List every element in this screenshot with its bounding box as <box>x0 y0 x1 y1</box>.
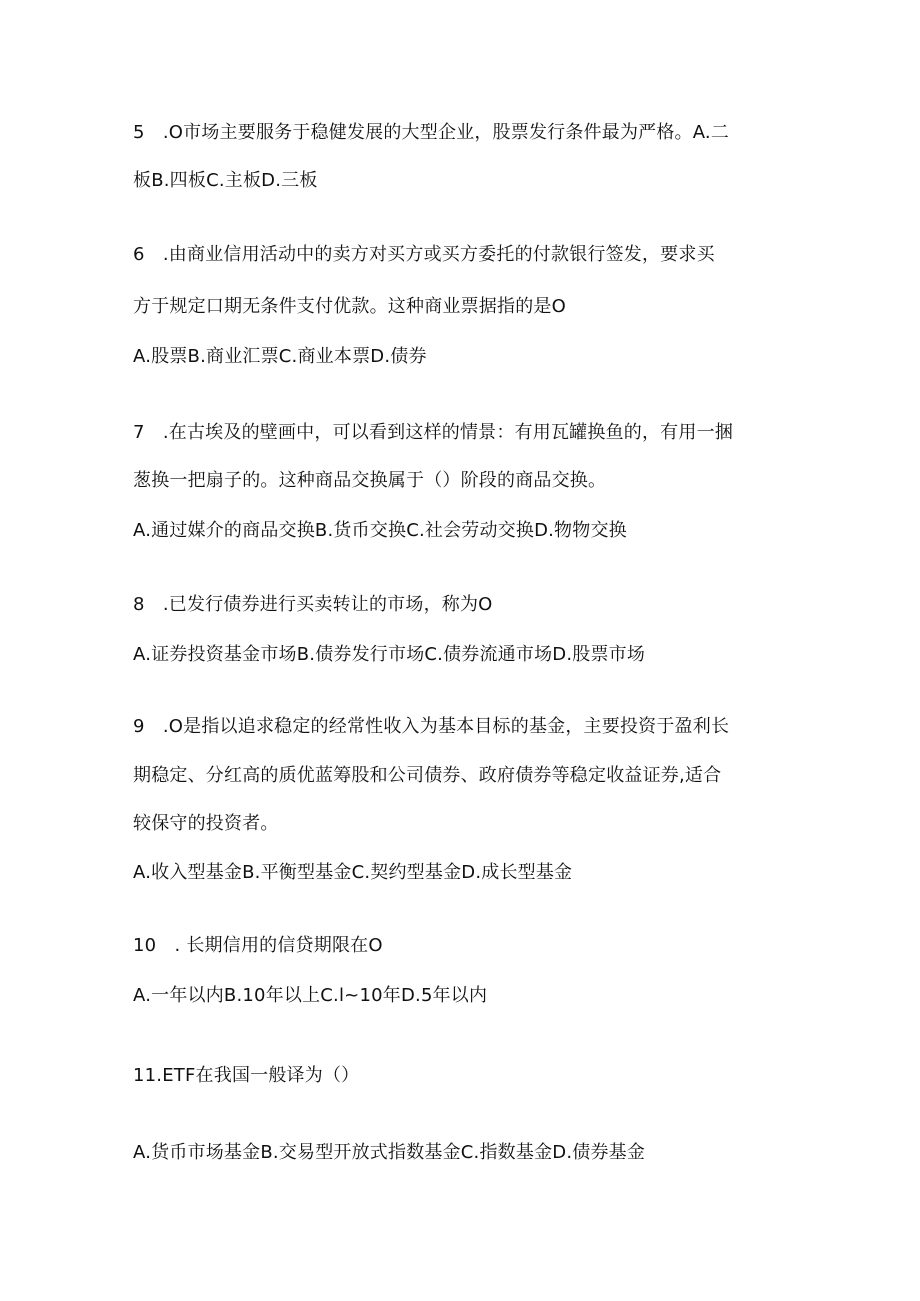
question-11-options: A.货币市场基金B.交易型开放式指数基金C.指数基金D.债券基金 <box>133 1142 646 1163</box>
question-8-options: A.证券投资基金市场B.债券发行市场C.债券流通市场D.股票市场 <box>133 644 646 665</box>
question-9-line-2: 期稳定、分红高的质优蓝筹股和公司债券、政府债券等稳定收益证券,适合 <box>133 765 722 786</box>
question-6-options: A.股票B.商业汇票C.商业本票D.债券 <box>133 346 427 367</box>
question-8-line-1: 8 .已发行债券进行买卖转让的市场，称为O <box>133 594 493 615</box>
question-10-options: A.一年以内B.10年以上C.l~10年D.5年以内 <box>133 985 488 1006</box>
question-10-line-1: 10 . 长期信用的信贷期限在O <box>133 935 383 956</box>
question-5-line-2: 板B.四板C.主板D.三板 <box>133 170 318 191</box>
question-7-line-2: 葱换一把扇子的。这种商品交换属于（）阶段的商品交换。 <box>133 470 607 491</box>
question-9-options: A.收入型基金B.平衡型基金C.契约型基金D.成长型基金 <box>133 862 573 883</box>
question-6-line-2: 方于规定口期无条件支付优款。这种商业票据指的是O <box>133 296 566 317</box>
question-6-line-1: 6 .由商业信用活动中的卖方对买方或买方委托的付款银行签发，要求买 <box>133 244 715 265</box>
question-9-line-1: 9 .O是指以追求稳定的经常性收入为基本目标的基金，主要投资于盈利长 <box>133 716 730 737</box>
question-11-line-1: 11.ETF在我国一般译为（） <box>133 1065 360 1086</box>
question-9-line-3: 较保守的投资者。 <box>133 813 279 834</box>
question-7-options: A.通过媒介的商品交换B.货币交换C.社会劳动交换D.物物交换 <box>133 520 627 541</box>
question-7-line-1: 7 .在古埃及的壁画中，可以看到这样的情景：有用瓦罐换鱼的，有用一捆 <box>133 422 733 443</box>
question-5-line-1: 5 .O市场主要服务于稳健发展的大型企业，股票发行条件最为严格。A.二 <box>133 122 730 143</box>
